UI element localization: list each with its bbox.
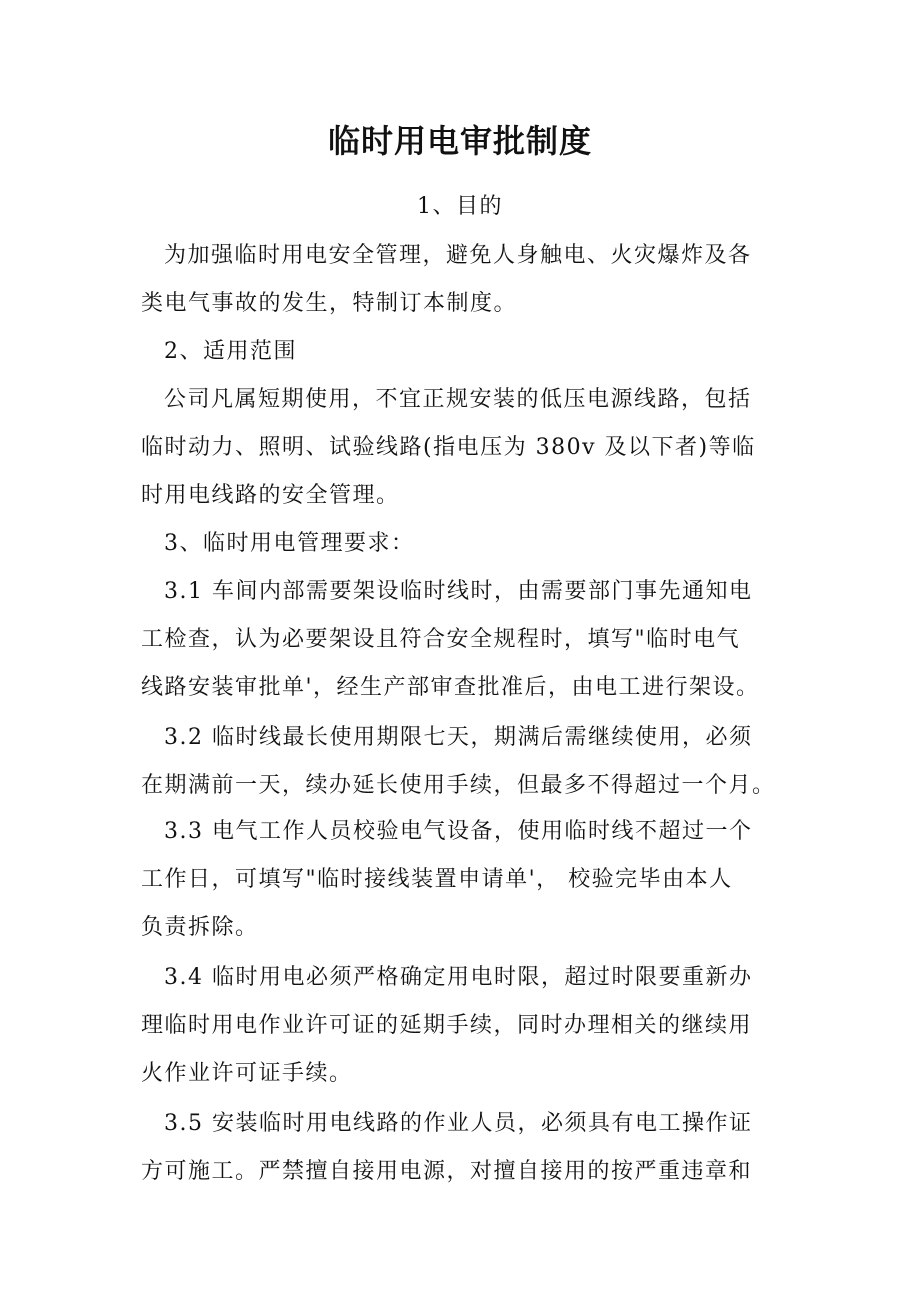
paragraph-line: 理临时用电作业许可证的延期手续，同时办理相关的继续用	[141, 1013, 753, 1038]
paragraph-line: 临时动力、照明、试验线路(指电压为 380v 及以下者)等临	[141, 435, 756, 460]
item-3-4	[141, 954, 791, 1098]
section-2-heading: 2、适用范围	[164, 339, 297, 364]
section-3-heading: 3、临时用电管理要求：	[164, 531, 415, 556]
paragraph-line: 工检查，认为必要架设且符合安全规程时，填写"临时电气	[141, 627, 741, 652]
section-2-body	[141, 376, 791, 520]
paragraph-line: 在期满前一天，续办延长使用手续，但最多不得超过一个月。	[141, 773, 776, 798]
paragraph-line: 火作业许可证手续。	[141, 1061, 353, 1086]
paragraph-line: 方可施工。严禁擅自接用电源，对擅自接用的按严重违章和	[141, 1159, 753, 1184]
paragraph-line: 3.5 安装临时用电线路的作业人员，必须具有电工操作证	[164, 1111, 753, 1136]
section-3-heading-block	[141, 520, 791, 568]
item-3-2	[141, 714, 791, 810]
paragraph-line: 线路安装审批单'，经生产部审查批准后，由电工进行架设。	[141, 675, 760, 700]
paragraph-line: 为加强临时用电安全管理，避免人身触电、火灾爆炸及各	[164, 243, 752, 268]
paragraph-line: 工作日，可填写"临时接线装置申请单'， 校验完毕由本人	[141, 867, 733, 892]
item-3-5	[141, 1100, 791, 1196]
section-2-heading-block	[141, 328, 791, 376]
paragraph-line: 3.2 临时线最长使用期限七天，期满后需继续使用，必须	[164, 725, 753, 750]
paragraph-line: 公司凡属短期使用，不宜正规安装的低压电源线路，包括	[164, 387, 752, 412]
section-1-body	[141, 232, 791, 328]
section-1-heading: 1、目的	[417, 194, 503, 219]
paragraph-line: 类电气事故的发生，特制订本制度。	[141, 291, 518, 316]
item-3-3	[141, 808, 791, 952]
paragraph-line: 3.4 临时用电必须严格确定用电时限，超过时限要重新办	[164, 965, 753, 990]
paragraph-line: 负责拆除。	[141, 915, 259, 940]
paragraph-line: 3.1 车间内部需要架设临时线时，由需要部门事先通知电	[164, 579, 753, 604]
paragraph-line: 3.3 电气工作人员校验电气设备，使用临时线不超过一个	[164, 819, 753, 844]
page-title: 临时用电审批制度	[327, 122, 592, 160]
item-3-1	[141, 568, 791, 712]
paragraph-line: 时用电线路的安全管理。	[141, 483, 400, 508]
